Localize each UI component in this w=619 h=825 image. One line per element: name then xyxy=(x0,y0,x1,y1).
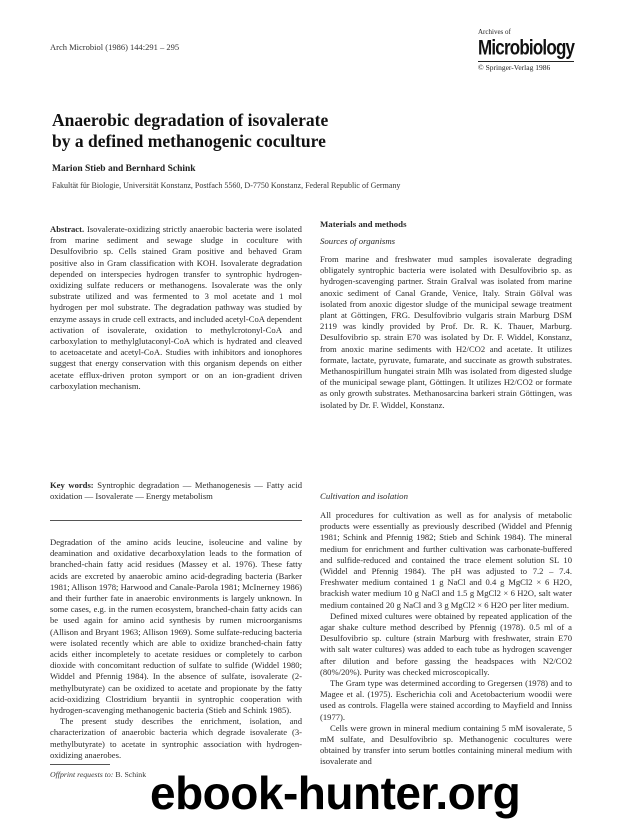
methods-heading: Materials and methods xyxy=(320,219,407,229)
journal-logo-small: Archives of xyxy=(478,28,511,36)
keywords-text: Syntrophic degradation — Methanogenesis — Fatty acid oxidation — Isovalerate — Energy metabolism xyxy=(50,480,303,502)
footnote-label: Offprint requests to: xyxy=(50,770,114,779)
section-divider xyxy=(50,520,302,521)
journal-logo xyxy=(478,28,578,73)
cultivation-subheading: Cultivation and isolation xyxy=(320,491,408,501)
intro-paragraph-2: The present study describes the enrichment, isolation, and characterization of anaerobic bacteria which degrade isovalerate (3-methylbutyrate) to acetate in syntrophic association with hydrogen-oxidizing anaerobes. xyxy=(50,716,302,760)
cultivation-paragraph-1: All procedures for cultivation as well as for analysis of metabolic products were essentially as previously described (Widdel and Pfennig 1981; Schink and Pfennig 1982; Stieb and Schink 1984). The mineral medium for enrichment and further cultivation was carbonate-buffered and sulfide-reduced and contained the trace element solution SL 10 (Widdel and Pfennig 1984). The pH was adjusted to 7.2 – 7.4. Freshwater medium contained 1 g NaCl and 0.4 g MgCl2 × 6 H2O, brackish water medium 10 g NaCl and 1.5 g MgCl2 × 6 H2O, salt water medium contained 20 g NaCl and 3 g MgCl2 × 6 H2O per liter medium. xyxy=(320,510,572,610)
intro-paragraph-1: Degradation of the amino acids leucine, isoleucine and valine by deamination and oxidative decarboxylation leads to the formation of branched-chain fatty acid residues (Massey et al. 1976). These fatty acids are excreted by anaerobic amino acid-degrading bacteria (Barker 1981; Allison 1978; Harwood and Canale-Parola 1981; McInerney 1986) and their further fate in anaerobic environments is largely unknown. In some cases, e.g. in the rumen ecosystem, branched-chain fatty acids can be used again for amino acid synthesis by rumen microorganisms (Allison and Bryant 1963; Allison 1969). Some sulfate-reducing bacteria were isolated recently which are able to oxidize branched-chain fatty acids either incompletely to acetate residues or completely to carbon dioxide with concomitant reduction of sulfate to sulfide (Widdel 1980; Widdel and Pfennig 1984). In the absence of sulfate, isovalerate (2-methylbutyrate) can be oxidized to acetate and propionate by the fatty acid-oxidizing Clostridium bryantii in syntrophic cooperation with hydrogen-scavenging methanogenic bacteria (Stieb and Schink 1985). xyxy=(50,537,302,716)
introduction xyxy=(50,537,302,761)
abstract-label: Abstract. xyxy=(50,224,85,234)
cultivation-paragraph-4: Cells were grown in mineral medium containing 5 mM isovalerate, 5 mM sulfate, and Desulfovibrio sp. Methanogenic cocultures were obtained by transfer into serum bottles containing mineral medium with isovalerate and xyxy=(320,722,572,767)
footnote-rule xyxy=(50,764,110,765)
title-line-1: Anaerobic degradation of isovalerate xyxy=(52,110,329,130)
abstract-text: Isovalerate-oxidizing strictly anaerobic bacteria were isolated from marine sediment and sewage sludge in coculture with Desulfovibrio sp. Cells stained Gram positive and behaved Gram positive also in Gram classification with KOH. Isovalerate degradation depended on interspecies hydrogen transfer to syntrophic hydrogen-oxidizing sulfate reducers or methanogens. Isovalerate was the only substrate utilized and was fermented to 3 mol acetate and 1 mol hydrogen per mol substrate. The degradation pathway was studied by enzyme assays in crude cell extracts, and included acetyl-CoA dependent activation of isovalerate, oxidation to methylcrotonyl-CoA and carboxylation to methylglutaconyl-CoA which is hydrated and cleaved to acetoacetate and acetyl-CoA. Studies with inhibitors and ionophores suggest that energy conservation with this organism depends on either acetate efflux-driven proton symport or on an ion-gradient driven carboxylation mechanism. xyxy=(50,224,302,391)
authors: Marion Stieb and Bernhard Schink xyxy=(52,164,196,174)
sources-section xyxy=(320,254,572,411)
abstract xyxy=(50,224,302,392)
cultivation-paragraph-2: Defined mixed cultures were obtained by repeated application of the agar shake culture method described by Pfennig (1978). 0.5 ml of a Desulfovibrio sp. culture (strain Marburg with freshwater, strain E70 with salt water cultures) was added to each tube as hydrogen scavenger after dilution and before gassing the headspaces with N2/CO2 (80%/20%). Purity was checked microscopically. xyxy=(320,610,572,677)
keywords-label: Key words: xyxy=(50,480,94,490)
footnote-name: B. Schink xyxy=(115,770,147,779)
sources-subheading: Sources of organisms xyxy=(320,236,396,246)
keywords xyxy=(50,480,302,502)
affiliation: Fakultät für Biologie, Universität Konstanz, Postfach 5560, D-7750 Konstanz, Federal Republic of Germany xyxy=(52,181,401,190)
watermark: ebook-hunter.org xyxy=(150,767,521,819)
sources-paragraph: From marine and freshwater mud samples isovalerate degrading obligately syntrophic bacteria were isolated with Desulfovibrio sp. as hydrogen-scavenging partner. Strain GraIval was isolated from marine anoxic sediment of Canal Grande, Venice, Italy. Strain GöIval was isolated from anoxic digestor sludge of the municipal sewage treatment plant at Göttingen, FRG. Desulfovibrio vulgaris strain Marburg DSM 2119 was kindly provided by Prof. Dr. R. K. Thauer, Marburg. Desulfovibrio sp. strain E70 was isolated by Dr. F. Widdel, Konstanz, from anoxic marine sediments with H2/CO2 and acetate. It utilizes formate, lactate, pyruvate, fumarate, and succinate as growth substrates. Methanospirillum hungatei strain Mlh was isolated from digested sludge of the municipal sewage plant, Göttingen. It utilizes H2/CO2 or formate as only growth substrates. Methanosarcina barkeri strain Göttingen, was isolated by Dr. F. Widdel, Konstanz. xyxy=(320,254,572,410)
cultivation-paragraph-3: The Gram type was determined according to Gregersen (1978) and to Magee et al. (1975). Escherichia coli and Acetobacterium woodii were used as controls. Flagella were stained according to Mayfield and Inniss (1977). xyxy=(320,678,572,722)
publisher-copyright: © Springer-Verlag 1986 xyxy=(478,63,551,72)
journal-logo-name: Microbiology xyxy=(478,35,575,60)
journal-citation: Arch Microbiol (1986) 144:291 – 295 xyxy=(50,42,180,52)
footnote xyxy=(50,770,146,779)
cultivation-section xyxy=(320,510,572,768)
title-line-2: by a defined methanogenic coculture xyxy=(52,131,326,151)
article-title xyxy=(52,110,472,152)
